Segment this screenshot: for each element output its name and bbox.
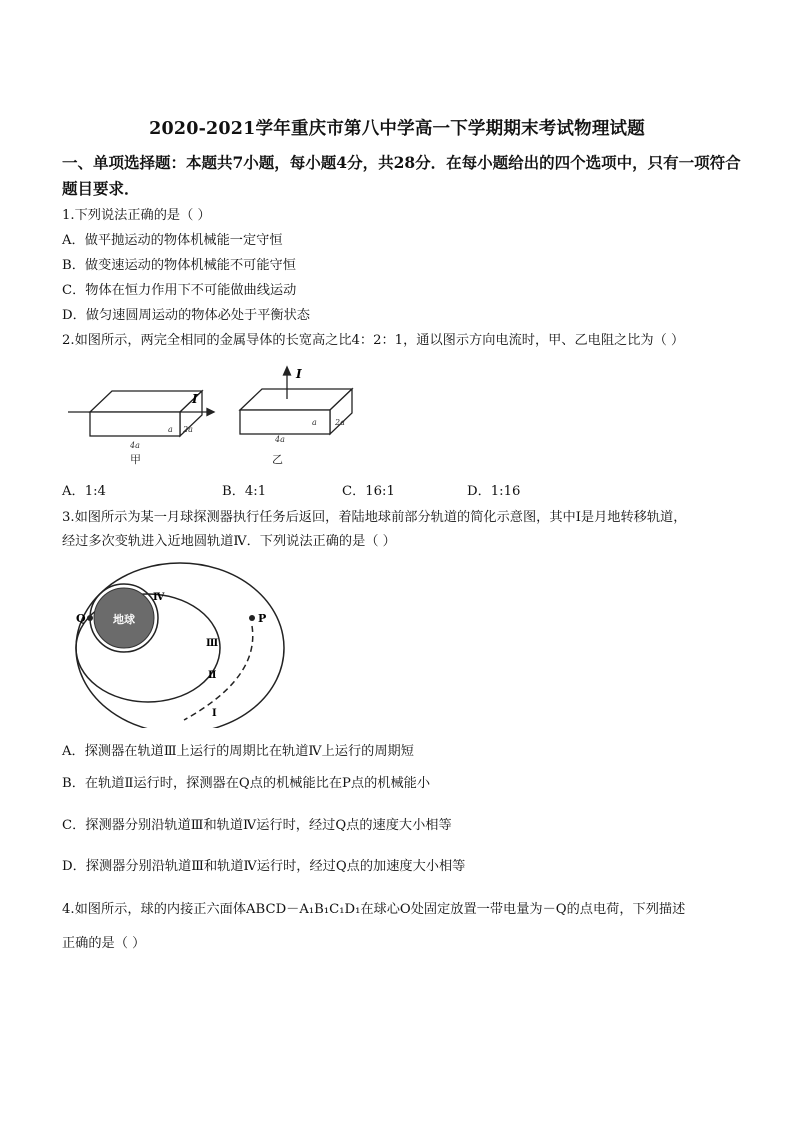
orbit-2-label: Ⅱ bbox=[208, 670, 217, 681]
jia-dim-a: a bbox=[168, 425, 173, 434]
q2-stem: 2.如图所示，两完全相同的金属导体的长宽高之比4：2：1，通以图示方向电流时，甲、乙电阻之比为（ ） bbox=[62, 333, 685, 348]
page-title: 2020-2021学年重庆市第八中学高一下学期期末考试物理试题 bbox=[149, 119, 645, 139]
q1-stem: 1.下列说法正确的是（ ） bbox=[62, 208, 211, 223]
earth-label: 地球 bbox=[113, 613, 135, 626]
q3-figure bbox=[62, 558, 292, 728]
q3-option-b: B．在轨道Ⅱ运行时，探测器在Q点的机械能比在P点的机械能小 bbox=[62, 776, 431, 791]
label-yi: 乙 bbox=[272, 453, 283, 466]
jia-dim-4a: 4a bbox=[130, 441, 140, 450]
q3-stem-line2: 经过多次变轨进入近地圆轨道Ⅳ．下列说法正确的是（ ） bbox=[62, 534, 396, 549]
q2-options bbox=[62, 480, 742, 498]
q2-option-b: B．4:1 bbox=[222, 484, 267, 499]
point-p-label: P bbox=[258, 612, 267, 625]
point-q-dot bbox=[87, 615, 93, 621]
q2-option-c: C．16:1 bbox=[342, 484, 395, 499]
q1-option-d: D．做匀速圆周运动的物体必处于平衡状态 bbox=[62, 308, 310, 323]
q2-option-d: D．1:16 bbox=[467, 484, 521, 499]
orbit-4-label: Ⅳ bbox=[153, 592, 165, 603]
q3-option-d: D．探测器分别沿轨道Ⅲ和轨道Ⅳ运行时，经过Q点的加速度大小相等 bbox=[62, 859, 466, 874]
orbit-1-label: Ⅰ bbox=[212, 708, 217, 719]
q1-option-b: B．做变速运动的物体机械能不可能守恒 bbox=[62, 258, 296, 273]
q2-figure bbox=[62, 362, 362, 470]
yi-dim-2a: 2a bbox=[335, 418, 345, 427]
yi-dim-a: a bbox=[312, 418, 317, 427]
yi-dim-4a: 4a bbox=[275, 435, 285, 444]
q2-option-a: A．1:4 bbox=[62, 484, 106, 499]
q4-stem-line2: 正确的是（ ） bbox=[62, 936, 146, 951]
jia-dim-2a: 2a bbox=[183, 425, 193, 434]
yi-current-label: I bbox=[296, 367, 302, 381]
section-heading: 一、单项选择题：本题共7小题，每小题4分，共28分．在每小题给出的四个选项中，只有一项符合题目要求． bbox=[62, 153, 741, 198]
label-jia: 甲 bbox=[130, 453, 141, 466]
q3-option-a: A．探测器在轨道Ⅲ上运行的周期比在轨道Ⅳ上运行的周期短 bbox=[62, 744, 414, 759]
q1-option-c: C．物体在恒力作用下不可能做曲线运动 bbox=[62, 283, 297, 298]
q4-stem-line1: 4.如图所示，球的内接正六面体ABCD－A₁B₁C₁D₁在球心O处固定放置一带电量为－Q的点电荷，下列描述 bbox=[62, 902, 686, 917]
orbit-1 bbox=[184, 626, 253, 720]
point-p-dot bbox=[249, 615, 255, 621]
point-q-label: Q bbox=[76, 612, 86, 625]
q1-option-a: A．做平抛运动的物体机械能一定守恒 bbox=[62, 233, 283, 248]
jia-current-label: I bbox=[192, 392, 198, 406]
q3-stem-line1: 3.如图所示为某一月球探测器执行任务后返回，着陆地球前部分轨道的简化示意图，其中Ⅰ是月地转移轨道， bbox=[62, 510, 687, 525]
q3-option-c: C．探测器分别沿轨道Ⅲ和轨道Ⅳ运行时，经过Q点的速度大小相等 bbox=[62, 818, 452, 833]
orbit-3-label: Ⅲ bbox=[206, 638, 219, 649]
